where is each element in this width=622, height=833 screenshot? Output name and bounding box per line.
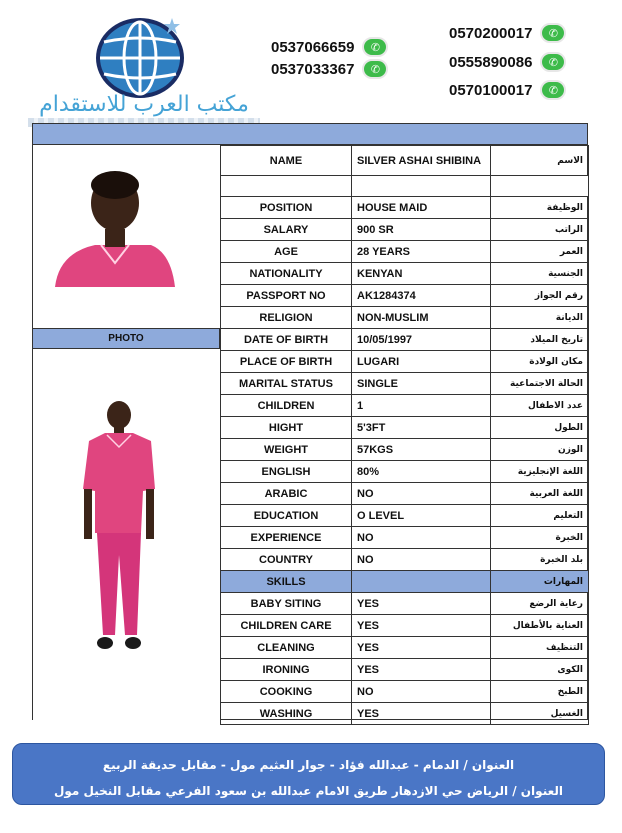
field-value: YES	[352, 637, 491, 659]
field-label-ar: الحالة الاجتماعية	[491, 373, 589, 395]
field-label-en: NAME	[221, 146, 352, 176]
field-label-ar: المهارات	[491, 571, 589, 593]
table-row	[221, 373, 589, 395]
company-logo-text: مكتب العرب للاستقدام	[39, 92, 249, 117]
table-row	[221, 219, 589, 241]
table-row	[221, 549, 589, 571]
field-value: NON-MUSLIM	[352, 307, 491, 329]
table-row	[221, 703, 589, 725]
field-label-ar: الاسم	[491, 146, 589, 176]
field-value: 57KGS	[352, 439, 491, 461]
table-header-bar	[33, 124, 587, 145]
field-value: HOUSE MAID	[352, 197, 491, 219]
table-row	[221, 241, 589, 263]
field-label-en: EXPERIENCE	[221, 527, 352, 549]
field-label-en: COOKING	[221, 681, 352, 703]
field-label-en: PASSPORT NO	[221, 285, 352, 307]
field-label-en: WASHING	[221, 703, 352, 725]
address-line-1: العنوان / الدمام - عبدالله فؤاد - جوار العثيم مول - مقابل حديقة الربيع	[102, 758, 515, 772]
field-value: AK1284374	[352, 285, 491, 307]
field-label-en: ARABIC	[221, 483, 352, 505]
field-value: O LEVEL	[352, 505, 491, 527]
field-label-en: POSITION	[221, 197, 352, 219]
globe-logo-icon	[92, 14, 188, 102]
field-label-ar: الطول	[491, 417, 589, 439]
field-value: SINGLE	[352, 373, 491, 395]
field-label-ar: التعليم	[491, 505, 589, 527]
whatsapp-icon: ✆	[362, 59, 388, 79]
field-value: YES	[352, 593, 491, 615]
field-label-en: CHILDREN	[221, 395, 352, 417]
field-label-ar: بلد الخبرة	[491, 549, 589, 571]
full-body-cell	[33, 349, 220, 720]
field-label-en: IRONING	[221, 659, 352, 681]
table-row	[221, 329, 589, 351]
field-label-ar	[491, 176, 589, 197]
field-label-ar: الوزن	[491, 439, 589, 461]
phone-right-3	[449, 80, 566, 100]
headshot-cell	[33, 145, 220, 328]
field-value: NO	[352, 549, 491, 571]
headshot-photo	[33, 145, 220, 328]
field-label-en: COUNTRY	[221, 549, 352, 571]
field-label-ar: الراتب	[491, 219, 589, 241]
field-value: KENYAN	[352, 263, 491, 285]
phone-left-2	[271, 59, 388, 79]
cv-table	[32, 123, 588, 720]
field-value: NO	[352, 483, 491, 505]
phone-right-2	[449, 52, 566, 72]
field-label-en: CLEANING	[221, 637, 352, 659]
field-value: NO	[352, 527, 491, 549]
table-row	[221, 593, 589, 615]
table-row	[221, 197, 589, 219]
table-row	[221, 351, 589, 373]
field-label-ar: الكوى	[491, 659, 589, 681]
table-row	[221, 439, 589, 461]
field-value	[352, 176, 491, 197]
table-row	[221, 285, 589, 307]
phone-right-1	[449, 23, 566, 43]
full-body-photo	[33, 349, 220, 720]
table-row	[221, 659, 589, 681]
table-row	[221, 395, 589, 417]
field-label-en: ENGLISH	[221, 461, 352, 483]
field-label-en: BABY SITING	[221, 593, 352, 615]
address-footer	[12, 743, 605, 805]
photo-label: PHOTO	[33, 328, 220, 349]
field-label-ar: الوظيفة	[491, 197, 589, 219]
field-label-en: CHILDREN CARE	[221, 615, 352, 637]
table-row	[221, 483, 589, 505]
whatsapp-icon: ✆	[540, 23, 566, 43]
field-label-en: EDUCATION	[221, 505, 352, 527]
field-label-en: HIGHT	[221, 417, 352, 439]
field-label-ar: العمر	[491, 241, 589, 263]
table-row	[221, 417, 589, 439]
table-row	[221, 637, 589, 659]
field-label-ar: الديانة	[491, 307, 589, 329]
table-row	[221, 307, 589, 329]
field-value: SILVER ASHAI SHIBINA	[352, 146, 491, 176]
phone-number: 0570200017	[449, 24, 533, 42]
field-value	[352, 571, 491, 593]
field-value: 80%	[352, 461, 491, 483]
field-value: YES	[352, 703, 491, 725]
field-label-ar: الغسيل	[491, 703, 589, 725]
field-value: 1	[352, 395, 491, 417]
field-label-ar: الجنسية	[491, 263, 589, 285]
field-label-ar: الخبرة	[491, 527, 589, 549]
whatsapp-icon: ✆	[540, 52, 566, 72]
field-label-ar: تاريخ الميلاد	[491, 329, 589, 351]
field-value: 900 SR	[352, 219, 491, 241]
field-label-en: RELIGION	[221, 307, 352, 329]
table-row	[221, 527, 589, 549]
phone-number: 0570100017	[449, 81, 533, 99]
field-label-en: PLACE OF BIRTH	[221, 351, 352, 373]
phone-number: 0555890086	[449, 53, 533, 71]
table-row	[221, 146, 589, 176]
field-label-en	[221, 176, 352, 197]
field-label-en: WEIGHT	[221, 439, 352, 461]
table-row	[221, 176, 589, 197]
field-label-ar: عدد الاطفال	[491, 395, 589, 417]
field-label-ar: رعاية الرضع	[491, 593, 589, 615]
table-row	[221, 263, 589, 285]
whatsapp-icon: ✆	[540, 80, 566, 100]
info-table	[220, 145, 589, 725]
phone-number: 0537033367	[271, 60, 355, 78]
field-value: 10/05/1997	[352, 329, 491, 351]
field-label-en: NATIONALITY	[221, 263, 352, 285]
field-label-ar: رقم الجواز	[491, 285, 589, 307]
field-label-ar: التنظيف	[491, 637, 589, 659]
field-value: 5'3FT	[352, 417, 491, 439]
table-row	[221, 505, 589, 527]
field-label-ar: اللغة العربية	[491, 483, 589, 505]
field-label-en: DATE OF BIRTH	[221, 329, 352, 351]
field-label-ar: العناية بالأطفال	[491, 615, 589, 637]
field-label-en: SKILLS	[221, 571, 352, 593]
field-value: NO	[352, 681, 491, 703]
phone-number: 0537066659	[271, 38, 355, 56]
field-label-en: AGE	[221, 241, 352, 263]
table-row	[221, 615, 589, 637]
field-value: 28 YEARS	[352, 241, 491, 263]
whatsapp-icon: ✆	[362, 37, 388, 57]
table-row	[221, 681, 589, 703]
table-row	[221, 461, 589, 483]
table-row	[221, 571, 589, 593]
field-value: YES	[352, 615, 491, 637]
field-label-ar: مكان الولادة	[491, 351, 589, 373]
field-value: LUGARI	[352, 351, 491, 373]
field-label-ar: اللغة الإنجليزية	[491, 461, 589, 483]
field-value: YES	[352, 659, 491, 681]
field-label-en: SALARY	[221, 219, 352, 241]
field-label-ar: الطبخ	[491, 681, 589, 703]
field-label-en: MARITAL STATUS	[221, 373, 352, 395]
address-line-2: العنوان / الرياض حي الازدهار طريق الامام عبدالله بن سعود الفرعي مقابل النخيل مول	[54, 784, 563, 798]
phone-left-1	[271, 37, 388, 57]
